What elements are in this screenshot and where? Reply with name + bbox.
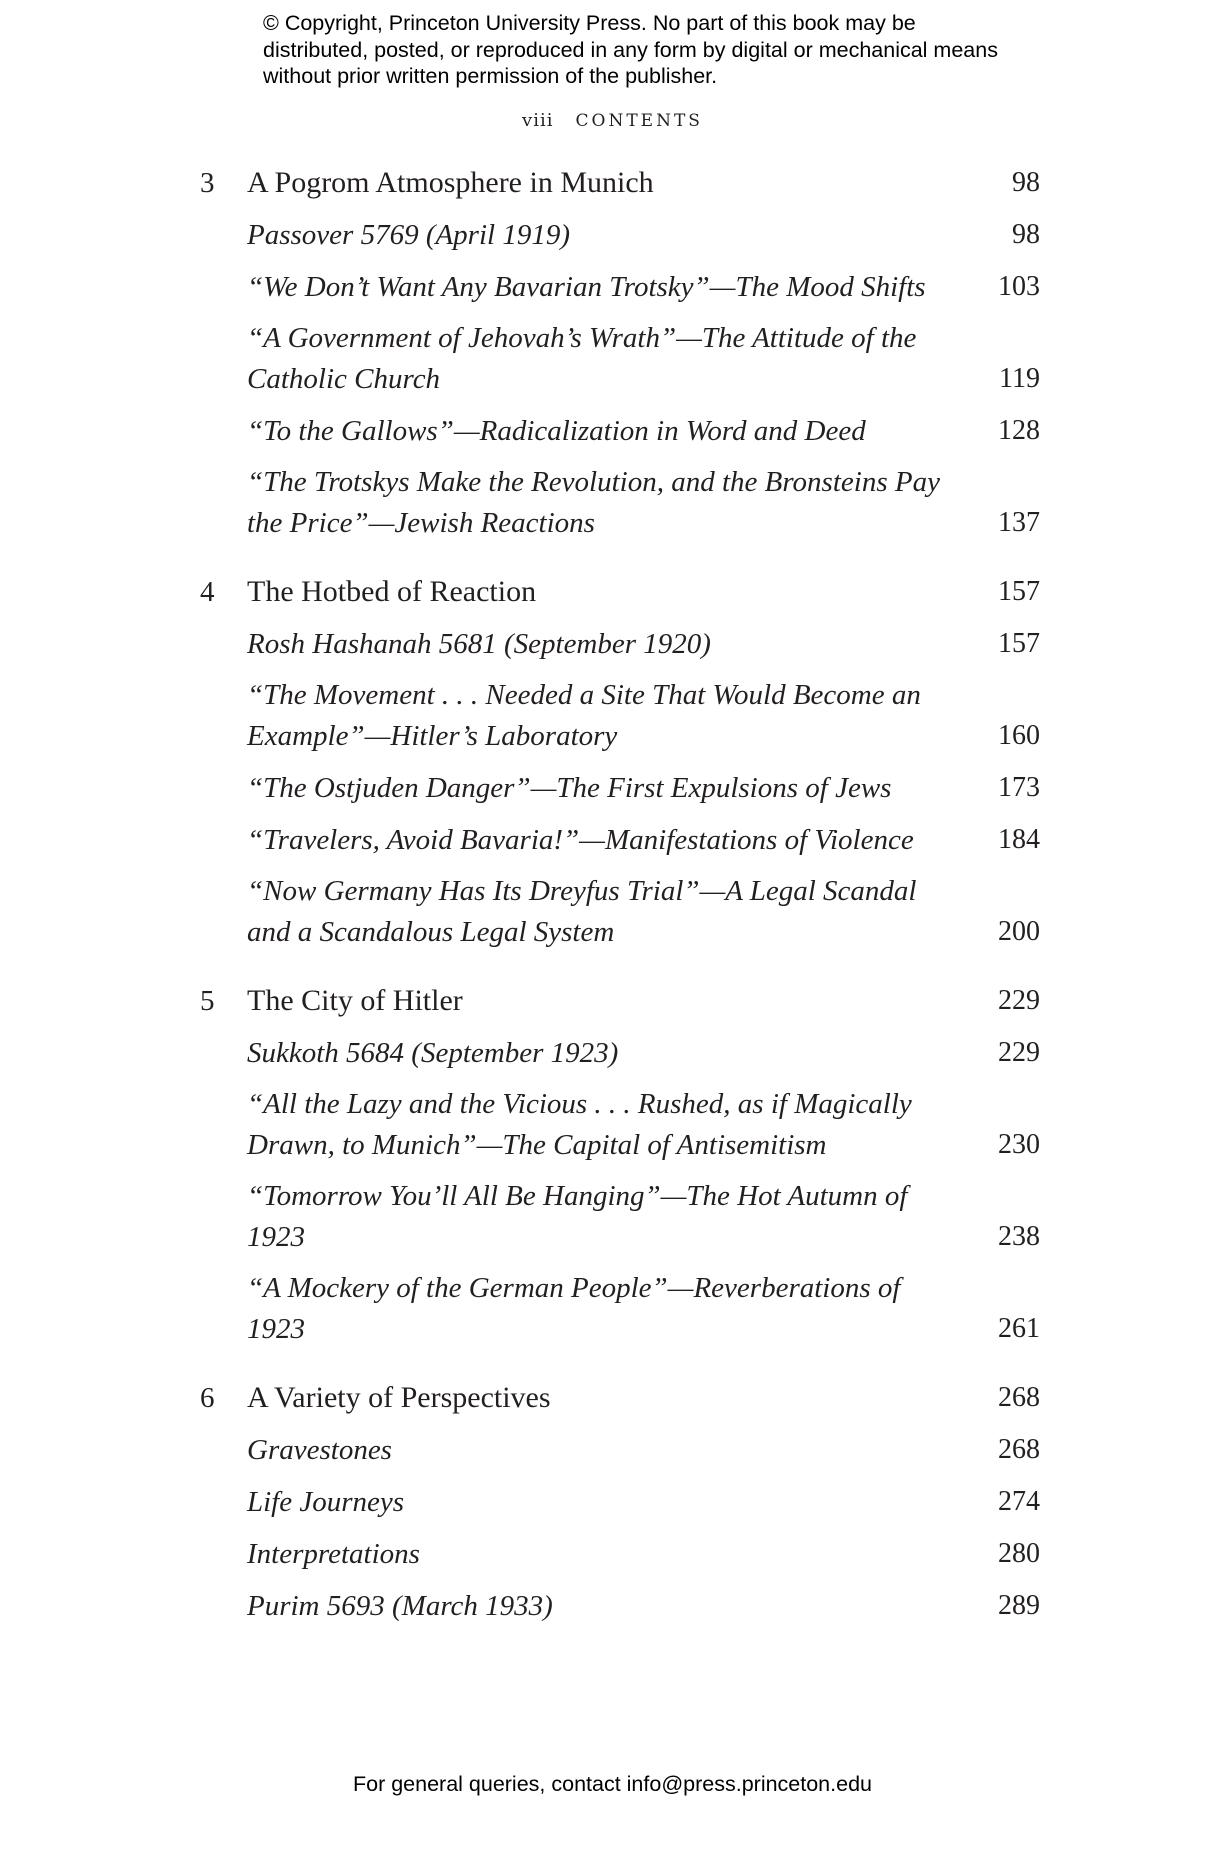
section-entry [200, 767, 1040, 809]
section-entry [200, 623, 1040, 665]
chapter-title: The Hotbed of Reaction [247, 575, 537, 608]
section-entry [200, 462, 1040, 544]
toc-chapter [200, 980, 1040, 1350]
chapter-page-number: 229 [998, 985, 1040, 1016]
section-page-number: 200 [998, 916, 1040, 947]
section-page-number: 128 [998, 415, 1040, 446]
section-title: Life Journeys [247, 1486, 405, 1518]
chapter-entry [200, 980, 1040, 1022]
section-entry [200, 675, 1040, 757]
section-page-number: 268 [998, 1434, 1040, 1465]
section-entry [200, 318, 1040, 400]
section-entry [200, 1268, 1040, 1350]
chapter-page-number: 268 [998, 1382, 1040, 1413]
chapter-page-number: 98 [1012, 167, 1040, 198]
section-page-number: 184 [998, 824, 1040, 855]
section-title: “A Government of Jehovah’s Wrath”—The Attitude of the Catholic Church [247, 322, 917, 395]
section-entry [200, 1429, 1040, 1471]
section-title: Gravestones [247, 1434, 392, 1466]
section-title: Purim 5693 (March 1933) [247, 1590, 553, 1622]
section-page-number: 230 [998, 1129, 1040, 1160]
section-title: “The Trotskys Make the Revolution, and the Bronsteins Pay the Price”—Jewish Reactions [247, 466, 940, 539]
chapter-entry [200, 571, 1040, 613]
section-page-number: 289 [998, 1590, 1040, 1621]
section-page-number: 238 [998, 1221, 1040, 1252]
chapter-number: 3 [200, 167, 215, 199]
running-head [0, 110, 1225, 131]
section-page-number: 137 [998, 507, 1040, 538]
chapter-number: 6 [200, 1382, 215, 1414]
chapter-title: The City of Hitler [247, 984, 463, 1017]
section-page-number: 280 [998, 1538, 1040, 1569]
section-entry [200, 1084, 1040, 1166]
section-entry [200, 871, 1040, 953]
table-of-contents [200, 162, 1040, 1654]
section-page-number: 261 [998, 1313, 1040, 1344]
chapter-number: 4 [200, 576, 215, 608]
section-title: Passover 5769 (April 1919) [247, 219, 570, 251]
section-title: “All the Lazy and the Vicious . . . Rushed, as if Magically Drawn, to Munich”—The Capital of Antisemitism [247, 1088, 912, 1161]
section-entry [200, 266, 1040, 308]
section-title: “To the Gallows”—Radicalization in Word and Deed [247, 415, 866, 447]
section-page-number: 160 [998, 720, 1040, 751]
section-entry [200, 1585, 1040, 1627]
section-page-number: 274 [998, 1486, 1040, 1517]
section-page-number: 173 [998, 772, 1040, 803]
chapter-title: A Variety of Perspectives [247, 1381, 551, 1414]
section-title: Rosh Hashanah 5681 (September 1920) [247, 628, 711, 660]
page-folio: viii [522, 110, 554, 131]
section-title: “A Mockery of the German People”—Reverberations of 1923 [247, 1272, 901, 1345]
section-title: “Now Germany Has Its Dreyfus Trial”—A Legal Scandal and a Scandalous Legal System [247, 875, 917, 948]
section-entry [200, 214, 1040, 256]
toc-chapter [200, 1377, 1040, 1627]
section-page-number: 229 [998, 1037, 1040, 1068]
section-title: Interpretations [247, 1538, 420, 1570]
section-page-number: 103 [998, 271, 1040, 302]
section-entry [200, 1032, 1040, 1074]
section-title: “We Don’t Want Any Bavarian Trotsky”—The Mood Shifts [247, 271, 926, 303]
running-head-title: CONTENTS [575, 111, 703, 131]
chapter-number: 5 [200, 985, 215, 1017]
section-page-number: 98 [1012, 219, 1040, 250]
chapter-entry [200, 1377, 1040, 1419]
section-title: “Tomorrow You’ll All Be Hanging”—The Hot Autumn of 1923 [247, 1180, 908, 1253]
footer-contact: For general queries, contact info@press.princeton.edu [352, 1772, 872, 1796]
section-page-number: 119 [999, 363, 1040, 394]
section-title: “The Movement . . . Needed a Site That Would Become an Example”—Hitler’s Laboratory [247, 679, 921, 752]
chapter-title: A Pogrom Atmosphere in Munich [247, 166, 654, 199]
chapter-page-number: 157 [998, 576, 1040, 607]
section-title: “The Ostjuden Danger”—The First Expulsions of Jews [247, 772, 892, 804]
section-entry [200, 1533, 1040, 1575]
section-title: Sukkoth 5684 (September 1923) [247, 1037, 619, 1069]
toc-chapter [200, 162, 1040, 544]
section-entry [200, 819, 1040, 861]
section-entry [200, 1481, 1040, 1523]
section-page-number: 157 [998, 628, 1040, 659]
section-entry [200, 410, 1040, 452]
chapter-entry [200, 162, 1040, 204]
section-title: “Travelers, Avoid Bavaria!”—Manifestations of Violence [247, 824, 914, 856]
section-entry [200, 1176, 1040, 1258]
toc-chapter [200, 571, 1040, 953]
copyright-notice: © Copyright, Princeton University Press. No part of this book may be distributed, posted, or reproduced in any form by digital or mechanical means without prior written permission of the publisher. [263, 11, 998, 88]
